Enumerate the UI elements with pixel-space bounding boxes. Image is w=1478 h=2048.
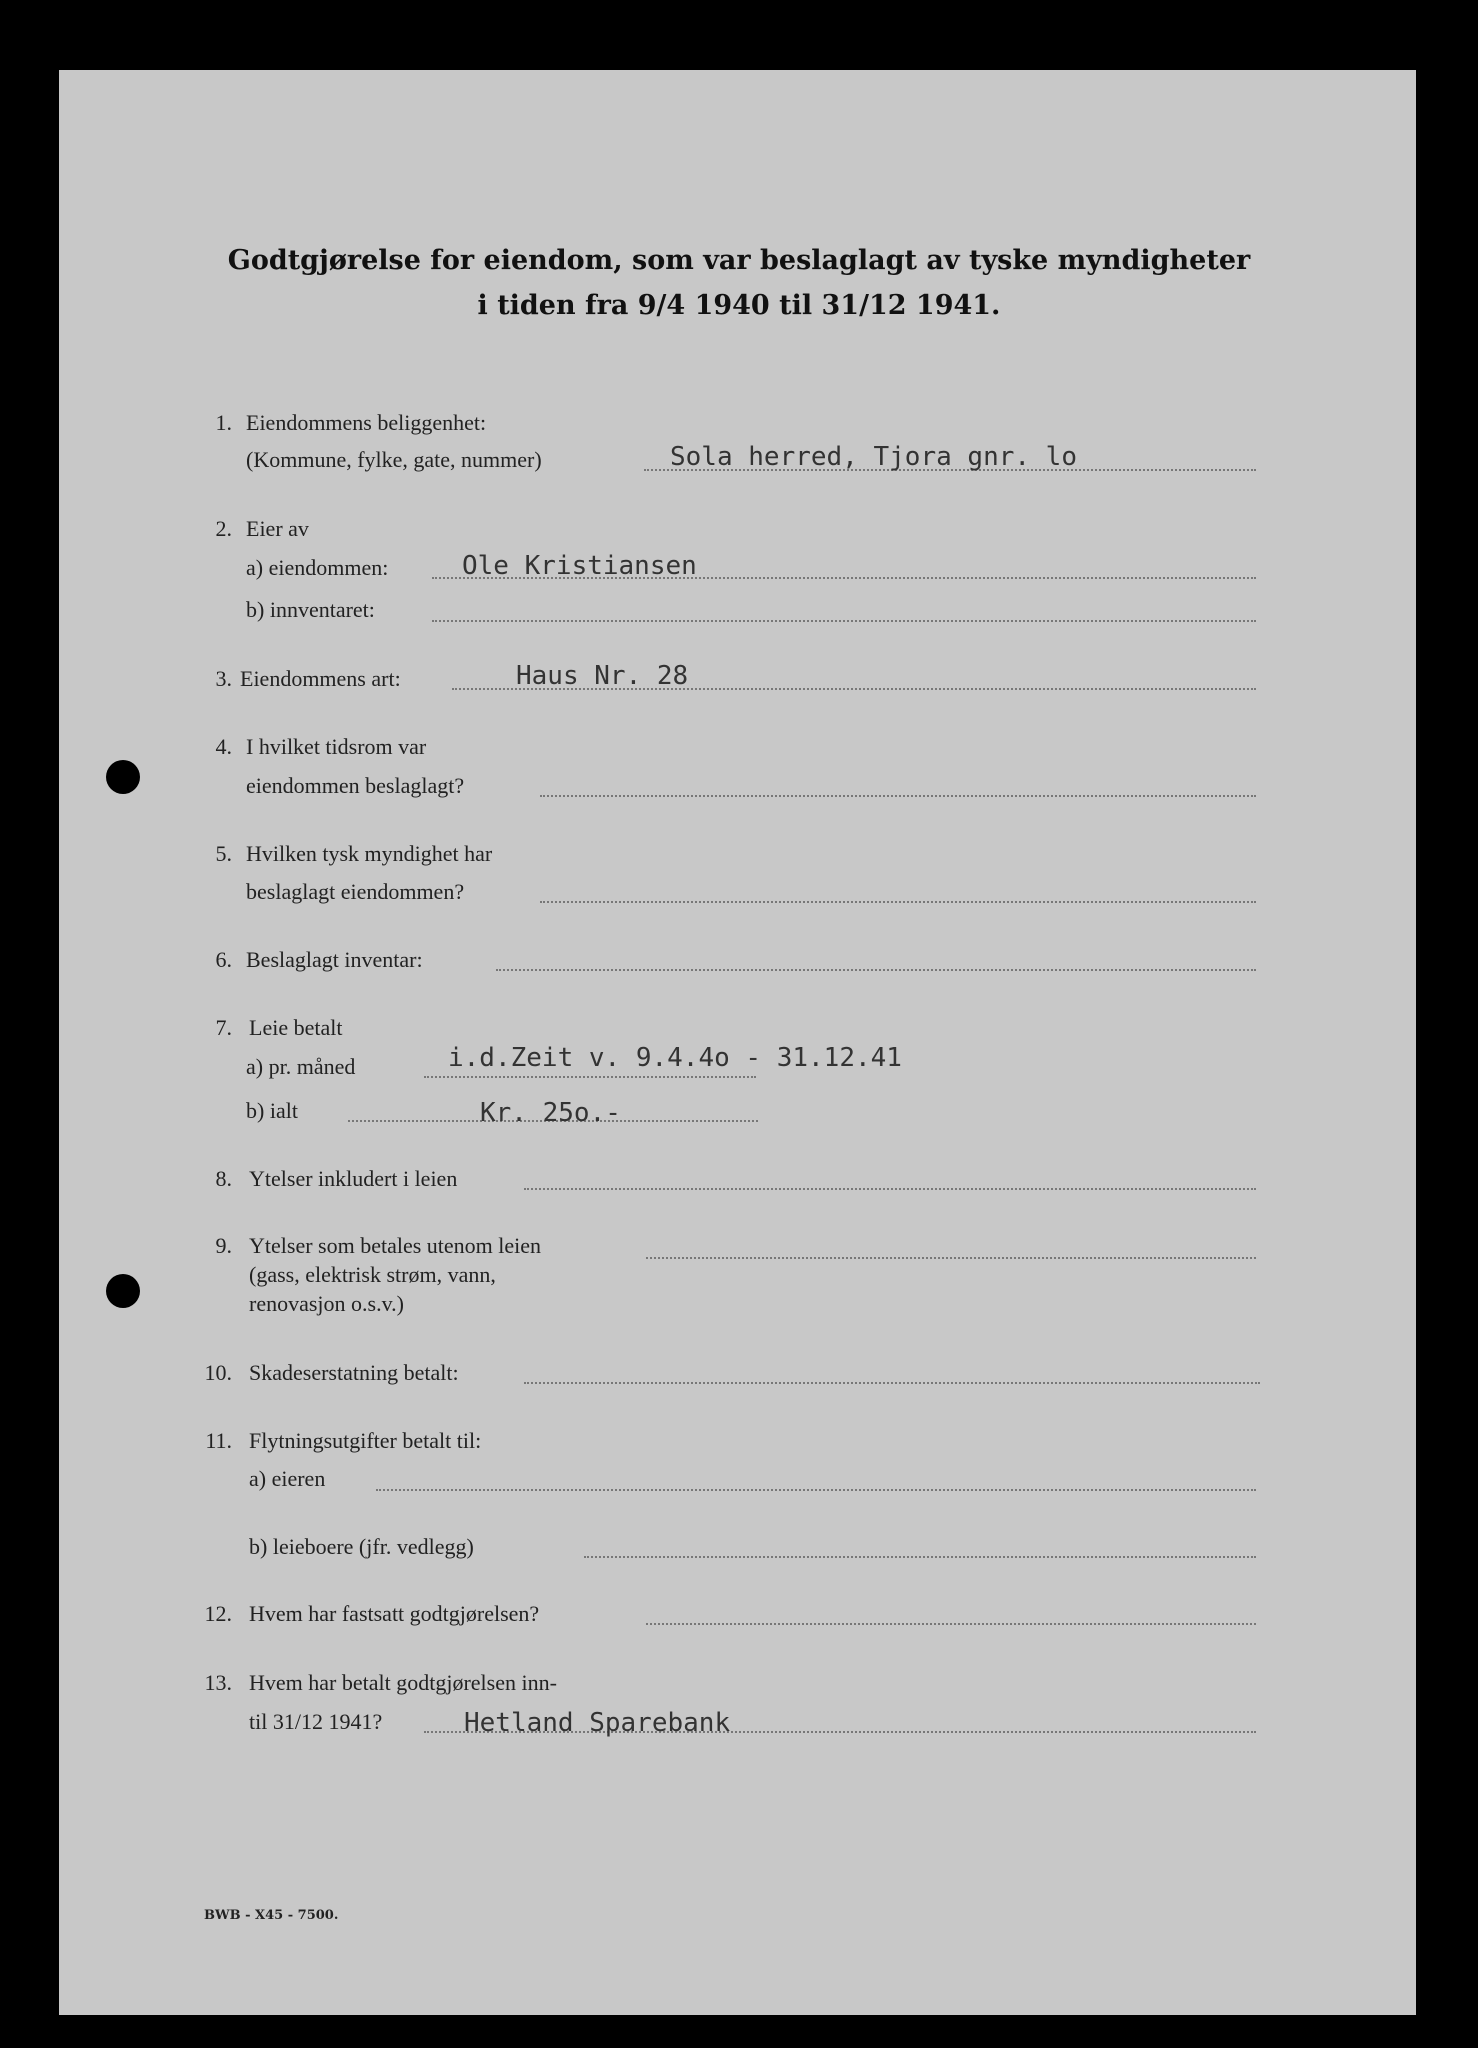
q1-sublabel: (Kommune, fylke, gate, nummer) xyxy=(246,447,542,472)
form-title-line-1: Godtgjørelse for eiendom, som var beslaglagt av tyske myndigheter xyxy=(227,245,1251,276)
q8-answer-line xyxy=(524,1188,1256,1190)
q12-answer-line xyxy=(646,1623,1256,1625)
q2-label: Eier av xyxy=(246,516,309,541)
q13-label: Hvem har betalt godtgjørelsen inn- xyxy=(249,1670,557,1695)
q9-answer-line xyxy=(646,1257,1256,1259)
q3-number: 3. xyxy=(215,666,232,691)
punch-hole-bottom xyxy=(106,1274,140,1308)
q4-answer-line xyxy=(540,795,1256,797)
q7-number: 7. xyxy=(215,1015,232,1040)
q9-sublabel-1: (gass, elektrisk strøm, vann, xyxy=(249,1262,496,1287)
q3-label: Eiendommens art: xyxy=(240,666,401,691)
q11b-label: b) leieboere (jfr. vedlegg) xyxy=(249,1534,474,1559)
q1-answer: Sola herred, Tjora gnr. lo xyxy=(670,442,1077,472)
q7b-answer: Kr. 25o.- xyxy=(480,1098,621,1128)
q2b-answer-line xyxy=(432,620,1256,622)
q10-answer-line xyxy=(524,1382,1260,1384)
q6-answer-line xyxy=(496,969,1256,971)
q11b-answer-line xyxy=(584,1556,1256,1558)
q10-number: 10. xyxy=(204,1360,232,1385)
q12-number: 12. xyxy=(204,1601,232,1626)
q9-sublabel-2: renovasjon o.s.v.) xyxy=(249,1291,404,1316)
q13-number: 13. xyxy=(204,1670,232,1695)
q5-label: Hvilken tysk myndighet har xyxy=(246,841,493,866)
form-footer-code: BWB - X45 - 7500. xyxy=(204,1908,339,1923)
q1-label: Eiendommens beliggenhet: xyxy=(246,410,487,435)
q4-number: 4. xyxy=(215,734,232,759)
q4-label: I hvilket tidsrom var xyxy=(246,734,427,759)
q2a-label: a) eiendommen: xyxy=(246,555,389,580)
q12-label: Hvem har fastsatt godtgjørelsen? xyxy=(249,1601,540,1626)
q9-number: 9. xyxy=(215,1233,232,1258)
q7a-answer-line xyxy=(424,1076,756,1078)
q11-number: 11. xyxy=(205,1428,232,1453)
q7a-label: a) pr. måned xyxy=(246,1054,356,1079)
q2a-answer: Ole Kristiansen xyxy=(462,551,697,581)
q5-sublabel: beslaglagt eiendommen? xyxy=(246,879,465,904)
q3-answer: Haus Nr. 28 xyxy=(516,661,689,691)
q2-number: 2. xyxy=(215,516,232,541)
punch-hole-top xyxy=(106,760,140,794)
q8-number: 8. xyxy=(215,1166,232,1191)
form-title-line-2: i tiden fra 9/4 1940 til 31/12 1941. xyxy=(477,290,1001,321)
q9-label: Ytelser som betales utenom leien xyxy=(249,1233,542,1258)
q5-answer-line xyxy=(540,901,1256,903)
q7b-label: b) ialt xyxy=(246,1098,298,1123)
q2b-label: b) innventaret: xyxy=(246,597,375,622)
q5-number: 5. xyxy=(215,841,232,866)
q11a-answer-line xyxy=(376,1489,1256,1491)
q11-label: Flytningsutgifter betalt til: xyxy=(249,1428,482,1453)
q7-label: Leie betalt xyxy=(249,1015,343,1040)
q1-number: 1. xyxy=(215,410,232,435)
q6-label: Beslaglagt inventar: xyxy=(246,947,423,972)
q7a-answer: i.d.Zeit v. 9.4.4o - 31.12.41 xyxy=(448,1043,902,1073)
q11a-label: a) eieren xyxy=(249,1466,326,1491)
q6-number: 6. xyxy=(215,947,232,972)
q4-sublabel: eiendommen beslaglagt? xyxy=(246,773,465,798)
q13-sublabel: til 31/12 1941? xyxy=(249,1709,383,1734)
q13-answer: Hetland Sparebank xyxy=(464,1708,731,1738)
q10-label: Skadeserstatning betalt: xyxy=(249,1360,459,1385)
q8-label: Ytelser inkludert i leien xyxy=(249,1166,458,1191)
